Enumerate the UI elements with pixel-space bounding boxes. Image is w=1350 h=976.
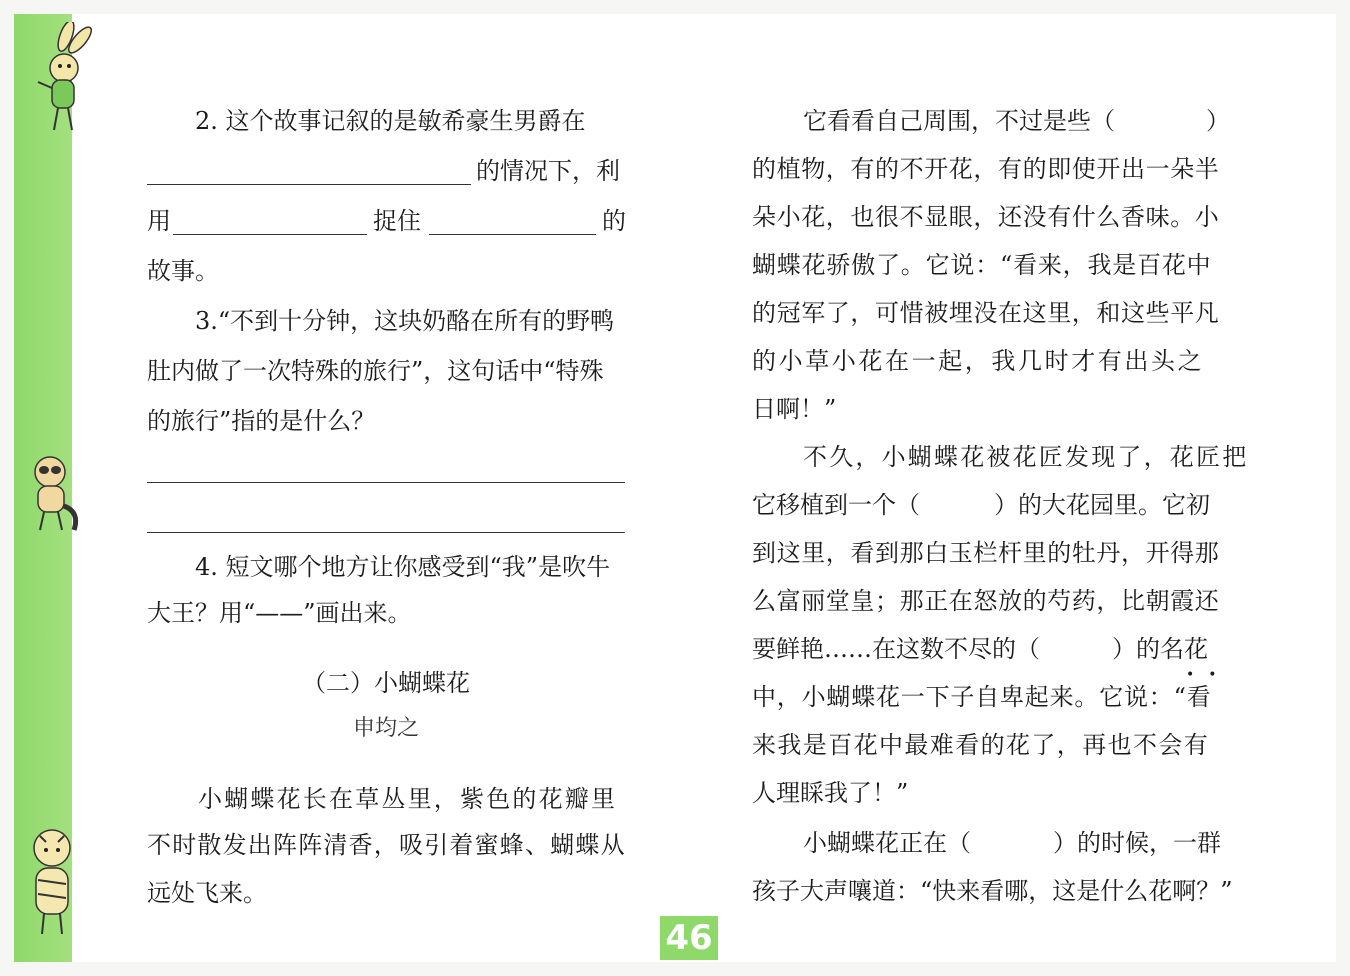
right-line-8: 不久，小蝴蝶花被花匠发现了，花匠把 bbox=[803, 443, 1249, 471]
right-line-9 bbox=[752, 490, 1210, 520]
q3-line3: 的旅行”指的是什么？ bbox=[147, 407, 376, 435]
raccoon-mascot-icon bbox=[16, 450, 88, 540]
author-name: 申均之 bbox=[352, 716, 419, 741]
rabbit-mascot-icon bbox=[14, 22, 94, 142]
q4-line1: 4. 短文哪个地方让你感受到“我”是吹牛 bbox=[195, 553, 611, 581]
right-line-12-rest: ）的名花 bbox=[1112, 635, 1208, 663]
para1-line3: 远处飞来。 bbox=[147, 879, 267, 907]
right-line-14: 来我是百花中最难看的花了，再也不会有 bbox=[752, 731, 1210, 759]
para1-line1: 小蝴蝶花长在草丛里，紫色的花瓣里 bbox=[198, 785, 618, 813]
q2-answer-blank-1[interactable] bbox=[147, 184, 471, 185]
q3-answer-line-2[interactable] bbox=[147, 532, 625, 533]
q2-answer-blank-3[interactable] bbox=[429, 234, 596, 235]
section-title: （二）小蝴蝶花 bbox=[302, 669, 470, 697]
q2-line1: 2. 这个故事记叙的是敏希豪生男爵在 bbox=[195, 107, 586, 135]
q2-line3-middle: 捉住 bbox=[373, 207, 421, 235]
right-line-1 bbox=[803, 106, 1230, 136]
right-line-4: 蝴蝶花骄傲了。它说：“看来，我是百花中 bbox=[752, 251, 1212, 279]
q4-line2: 大王？用“——”画出来。 bbox=[147, 599, 412, 627]
right-line-17: 孩子大声嚷道：“快来看哪，这是什么花啊？” bbox=[752, 877, 1233, 905]
tiger-mascot-icon bbox=[16, 822, 88, 942]
emphasis-dots: • • bbox=[1186, 667, 1217, 683]
right-line-11: 么富丽堂皇；那正在怒放的芍药，比朝霞还 bbox=[752, 587, 1220, 615]
para1-line2: 不时散发出阵阵清香，吸引着蜜蜂、蝴蝶从 bbox=[147, 831, 626, 859]
q2-line2-text: 的情况下，利 bbox=[476, 157, 620, 185]
right-line-10: 到这里，看到那白玉栏杆里的牡丹，开得那 bbox=[752, 539, 1220, 567]
page-number: 46 bbox=[660, 916, 718, 960]
right-line-9-rest: ）的大花园里。它初 bbox=[994, 491, 1210, 519]
right-line-6: 的小草小花在一起，我几时才有出头之 bbox=[752, 347, 1205, 375]
q3-line1: 3.“不到十分钟，这块奶酪在所有的野鸭 bbox=[195, 307, 615, 335]
right-line-15: 人理睬我了！” bbox=[752, 779, 909, 807]
q2-line3-start: 用 bbox=[147, 207, 171, 235]
q3-answer-line-1[interactable] bbox=[147, 482, 625, 483]
right-line-16-rest: ）的时候，一群 bbox=[1053, 829, 1221, 857]
right-line-13: 中，小蝴蝶花一下子自卑起来。它说：“看 bbox=[752, 683, 1212, 711]
right-line-1-text: 它看看自己周围，不过是些（ bbox=[803, 107, 1115, 135]
right-line-9-text: 它移植到一个（ bbox=[752, 491, 920, 519]
right-line-16-text: 小蝴蝶花正在（ bbox=[803, 829, 971, 857]
right-line-5: 的冠军了，可惜被埋没在这里，和这些平凡 bbox=[752, 299, 1220, 327]
q3-line2: 肚内做了一次特殊的旅行”，这句话中“特殊 bbox=[147, 357, 604, 385]
right-line-12-text: 要鲜艳……在这数不尽的（ bbox=[752, 635, 1040, 663]
right-line-12 bbox=[752, 634, 1208, 664]
right-line-1-close: ） bbox=[1206, 107, 1230, 135]
right-line-7: 日啊！” bbox=[752, 395, 837, 423]
right-line-16 bbox=[803, 828, 1221, 858]
q2-line3-end: 的 bbox=[602, 207, 626, 235]
q2-answer-blank-2[interactable] bbox=[173, 234, 367, 235]
q2-line4: 故事。 bbox=[147, 257, 219, 285]
right-line-2: 的植物，有的不开花，有的即使开出一朵半 bbox=[752, 155, 1220, 183]
right-line-3: 朵小花，也很不显眼，还没有什么香味。小 bbox=[752, 203, 1220, 231]
